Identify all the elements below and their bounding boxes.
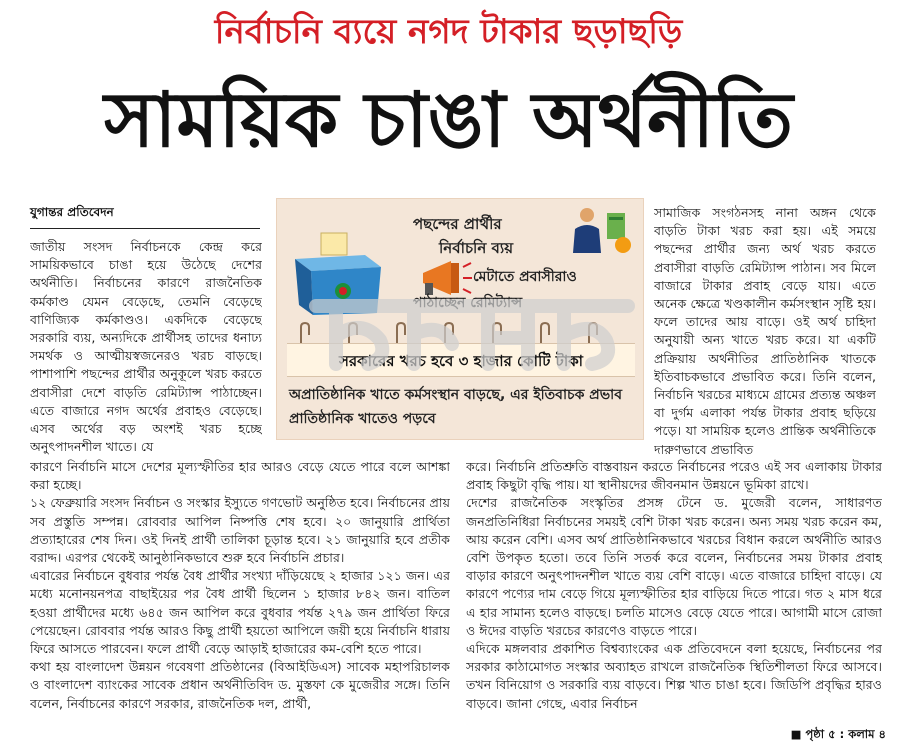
page-reference	[776, 726, 886, 745]
paragraph: কারণে নির্বাচনি মাসে দেশের মূল্যস্ফীতির হার আরও বেড়ে যেতে পারে বলে আশঙ্কা করা হচ্ছে।	[30, 459, 450, 493]
graphic-band: সরকারের খরচ হবে ৩ হাজার কোটি টাকা	[287, 343, 635, 377]
businessman-icon	[563, 205, 635, 255]
graphic-note: অপ্রাতিষ্ঠানিক খাতে কর্মসংস্থান বাড়ছে, এর ইতিবাচক প্রভাব প্রাতিষ্ঠানিক খাতেও পড়বে	[289, 387, 622, 427]
byline: যুগান্তর প্রতিবেদন	[30, 204, 260, 229]
paragraph: সামাজিক সংগঠনসহ নানা অঙ্গন থেকে বাড়তি টাকা খরচ করা হয়। এই সময়ে পছন্দের প্রার্থীর জন্য অর্থ খরচ করতে প্রবাসীরা বাড়তি রেমিট্যান্স পাঠান। সব মিলে বাজারে টাকার প্রবাহ বেড়ে যায়। এতে অনেক ক্ষেত্রে খণ্ডকালীন কর্মসংস্থান সৃষ্টি হয়। ফলে তাদের আয় বাড়ে। ওই অর্থ চাহিদা অনুযায়ী অন্য খাতে খরচ করে। যা একটি প্রক্রিয়ায় অর্থনীতির প্রাতিষ্ঠানিক খাতকে ইতিবাচকভাবে প্রভাবিত করে। তিনি বলেন, নির্বাচনি খরচের মাধ্যমে গ্রামের প্রত্যন্ত অঞ্চল বা দুর্গম এলাকা পর্যন্ত টাকার প্রবাহ ছড়িয়ে পড়ে। যা সাময়িক হলেও প্রান্তিক অর্থনীতিকে দারুণভাবে প্রভাবিত	[654, 205, 876, 457]
main-headline: সাময়িক চাঙা অর্থনীতি	[104, 75, 793, 164]
square-bullet-icon: ■	[790, 727, 806, 741]
paragraph: করে। নির্বাচনি প্রতিশ্রুতি বাস্তবায়ন করতে নির্বাচনের পরেও এই সব এলাকায় টাকার প্রবাহ কিছুটা বৃদ্ধি পায়। যা স্থানীয়দের জীবনমান উন্নয়নে ভূমিকা রাখে।	[466, 459, 882, 493]
graphic-text-line: পাঠাচ্ছেন রেমিট্যান্স	[413, 295, 523, 311]
page-reference-text: পৃষ্ঠা ৫ : কলাম ৪	[805, 727, 886, 741]
kicker-headline: নির্বাচনি ব্যয়ে নগদ টাকার ছড়াছড়ি	[214, 12, 683, 52]
article-column-right	[654, 204, 876, 462]
paragraph: জাতীয় সংসদ নির্বাচনকে কেন্দ্র করে সাময়িকভাবে চাঙা হয়ে উঠেছে দেশের অর্থনীতি। নির্বাচনের কারণে রাজনৈতিক কর্মকাণ্ড যেমন বেড়েছে, তেমনি বেড়েছে বাণিজ্যিক কর্মকাণ্ডও। একদিকে বেড়েছে সরকারি ব্যয়, অন্যদিকে প্রার্থীসহ তাদের ধনাঢ্য সমর্থক ও আত্মীয়স্বজনেরও খরচ বাড়ছে। পাশাপাশি পছন্দের প্রার্থীর অনুকূলে খরচ করতে প্রবাসীরা দেশে বাড়তি রেমিট্যান্স পাঠাচ্ছেন। এতে বাজারে নগদ অর্থের প্রবাহও বেড়েছে। এসব অর্থের বড় অংশই খরচ হচ্ছে অনুৎপাদনশীল খাতে। যে	[30, 239, 262, 455]
ballot-box-icon	[291, 231, 383, 317]
binder-rings-icon	[283, 321, 639, 343]
paragraph: কথা হয় বাংলাদেশ উন্নয়ন গবেষণা প্রতিষ্ঠানের (বিআইডিএস) সাবেক মহাপরিচালক ও বাংলাদেশ ব্যাংকের সাবেক প্রধান অর্থনীতিবিদ ড. মুস্তফা কে মুজেরীর সঙ্গে। তিনি বলেন, নির্বাচনের কারণে সরকার, রাজনৈতিক দল, প্রার্থী,	[30, 659, 450, 711]
paragraph: এদিকে মঙ্গলবার প্রকাশিত বিশ্বব্যাংকের এক প্রতিবেদনে বলা হয়েছে, নির্বাচনের পর সরকার কাঠামোগত সংস্কার অব্যাহত রাখলে রাজনৈতিক স্থিতিশীলতা ফিরে আসবে। তখন বিনিয়োগ ও সরকারি ব্যয় বাড়বে। শিল্প খাত চাঙা হবে। জিডিপি প্রবৃদ্ধির হারও বাড়বে। জানা গেছে, এবার নির্বাচন	[466, 641, 882, 711]
article-column-bottom-right	[466, 458, 882, 726]
graphic-text-line: মেটাতে প্রবাসীরাও	[473, 269, 577, 285]
paragraph: দেশের রাজনৈতিক সংস্কৃতির প্রসঙ্গ টেনে ড. মুজেরী বলেন, সাধারণত জনপ্রতিনিধিরা নির্বাচনের সময়ই বেশি টাকা খরচ করেন। অন্য সময় খরচ করেন কম, আয় করেন বেশি। এসব অর্থ প্রাতিষ্ঠানিকভাবে খরচের বিধান করলে অর্থনীতি আরও বেশি উপকৃত হতো। তবে তিনি সতর্ক করে বলেন, নির্বাচনের সময় টাকার প্রবাহ বাড়ার কারণে অনুৎপাদনশীল খাতে ব্যয় বেশি বাড়ে। এতে বাজারে চাহিদা বাড়ে। যে কারণে পণ্যের দাম বেড়ে গিয়ে মূল্যস্ফীতির হার বাড়িয়ে দিতে পারে। গত ২ মাস ধরে এ হার সামান্য হলেও বাড়ছে। চলতি মাসেও বেড়ে যেতে পারে। আগামী মাসে রোজা ও ঈদের বাড়তি খরচের কারণেও বাড়তে পারে।	[466, 495, 882, 638]
article-column-left	[30, 238, 262, 460]
paragraph: ১২ ফেব্রুয়ারি সংসদ নির্বাচন ও সংস্কার ইস্যুতে গণভোট অনুষ্ঠিত হবে। নির্বাচনের প্রায় সব প্রস্তুতি সম্পন্ন। রোববার আপিল নিষ্পত্তি শেষ হবে। ২০ জানুয়ারি প্রার্থিতা প্রত্যাহারের শেষ দিন। ওই দিনই প্রার্থী তালিকা চূড়ান্ত হবে। ২১ জানুয়ারি হবে প্রতীক বরাদ্দ। এরপর থেকেই আনুষ্ঠানিকভাবে শুরু হবে নির্বাচনি প্রচার।	[30, 495, 450, 566]
article-column-bottom-left	[30, 458, 450, 743]
infographic	[276, 198, 644, 440]
graphic-text-line: পছন্দের প্রার্থীর	[413, 215, 502, 233]
paragraph: এবারের নির্বাচনে বুধবার পর্যন্ত বৈধ প্রার্থীর সংখ্যা দাঁড়িয়েছে ২ হাজার ১২১ জন। এর মধ্যে মনোনয়নপত্র বাছাইয়ের পর বৈধ প্রার্থী ছিলেন ১ হাজার ৮৪২ জন। বাতিল হওয়া প্রার্থীদের মধ্যে ৬৪৫ জন আপিল করে বুধবার পর্যন্ত ২৭৯ জন প্রার্থিতা ফিরে পেয়েছেন। রোববার পর্যন্ত আরও কিছু প্রার্থী হয়তো আপিলে জয়ী হয়ে নির্বাচনি ধারায় ফিরে আসতে পারবেন। ফলে প্রার্থী বেড়ে আড়াই হাজারের কম-বেশি হতে পারে।	[30, 568, 450, 657]
graphic-text-line: নির্বাচনি ব্যয়	[439, 239, 514, 257]
